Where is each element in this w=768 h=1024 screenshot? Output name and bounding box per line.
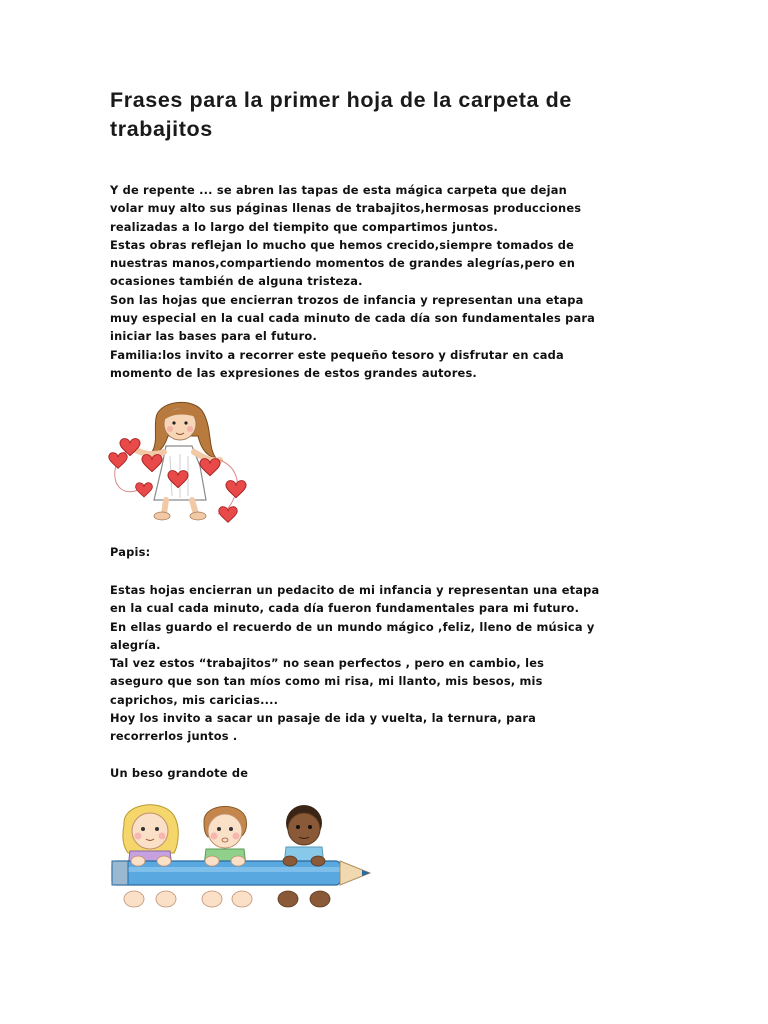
greeting: Papis: [110,545,151,559]
letter-paragraph [110,581,670,746]
letter-line: aseguro que son tan míos como mi risa, mi llanto, mis besos, mis [110,674,543,689]
letter-line: En ellas guardo el recuerdo de un mundo mágico ,feliz, lleno de música y [110,619,595,634]
intro-line: realizadas a lo largo del tiempito que compartimos juntos. [110,219,498,234]
intro-line: Y de repente ... se abren las tapas de esta mágica carpeta que dejan [110,183,567,197]
intro-line: volar muy alto sus páginas llenas de trabajitos,hermosas producciones [110,201,582,216]
letter-line: Hoy los invito a sacar un pasaje de ida y vuelta, la ternura, para [110,711,537,726]
intro-line: nuestras manos,compartiendo momentos de grandes alegrías,pero en [110,256,576,271]
intro-line: Estas obras reflejan lo mucho que hemos crecido,siempre tomados de [110,237,575,252]
letter-line: Tal vez estos “trabajitos” no sean perfectos , pero en cambio, les [110,656,545,671]
girl-with-hearts-illustration [108,396,248,528]
letter-line: alegría. [110,637,161,652]
letter-line: caprichos, mis caricias.... [110,692,279,707]
intro-line: iniciar las bases para el futuro. [110,329,317,344]
intro-line: muy especial en la cual cada minuto de cada día son fundamentales para [110,311,596,326]
intro-line: momento de las expresiones de estos grandes autores. [110,365,477,380]
children-with-pencil-illustration [108,795,382,913]
document-title: Frases para la primer hoja de la carpeta de trabajitos [110,88,572,141]
intro-paragraph [110,181,670,382]
intro-line: Familia:los invito a recorrer este pequeño tesoro y disfrutar en cada [110,347,564,362]
letter-line: Estas hojas encierran un pedacito de mi infancia y representan una etapa [110,583,600,597]
closing-line: Un beso grandote de [110,766,249,780]
intro-line: Son las hojas que encierran trozos de infancia y representan una etapa [110,292,584,307]
letter-line: recorrerlos juntos . [110,729,238,744]
intro-line: ocasiones también de alguna tristeza. [110,274,363,289]
letter-line: en la cual cada minuto, cada día fueron fundamentales para mi futuro. [110,601,580,616]
